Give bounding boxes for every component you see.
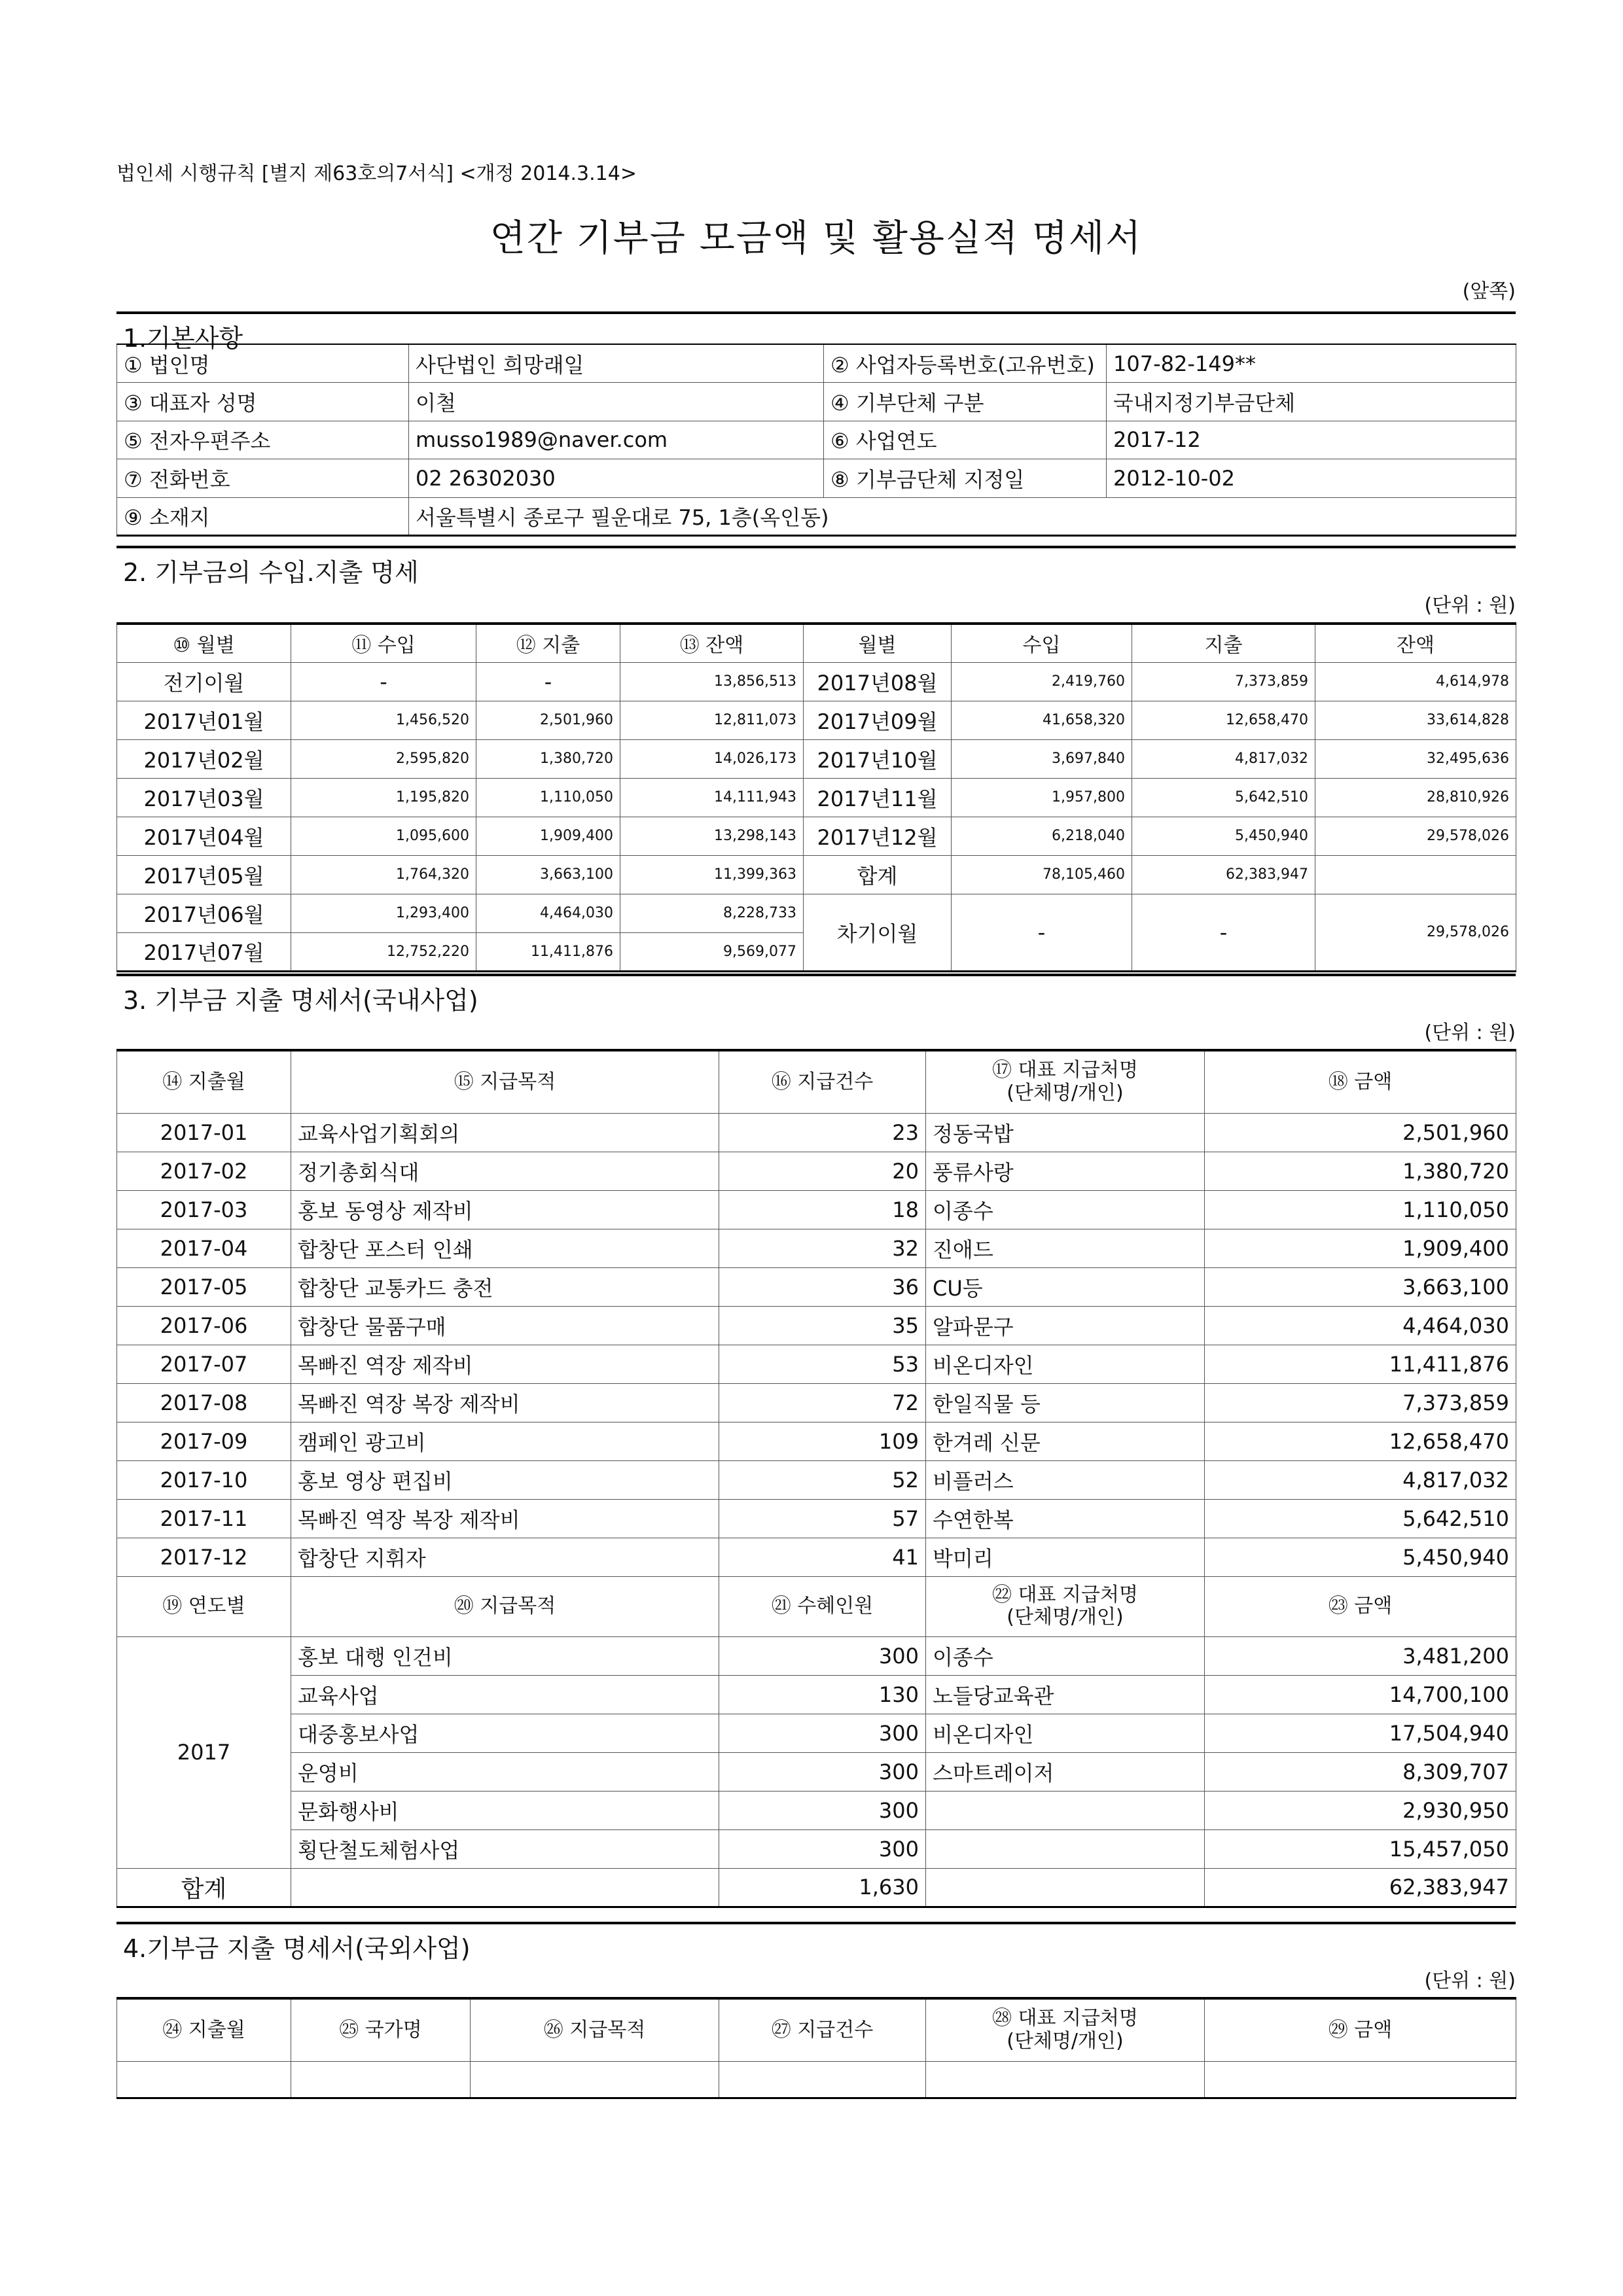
month-cell: 2017년03월 — [117, 778, 291, 817]
table-row — [117, 2061, 1516, 2098]
table-row — [117, 1306, 1516, 1345]
form-number: 법인세 시행규칙 [별지 제63호의7서식] <개정 2014.3.14> — [116, 162, 637, 185]
table-row — [117, 1422, 1516, 1460]
income-cell: 3,697,840 — [952, 739, 1132, 778]
column-header: ⑲ 연도별 — [117, 1576, 291, 1636]
payee-cell: 박미리 — [926, 1538, 1205, 1576]
total-count: 1,630 — [719, 1868, 926, 1907]
month-cell: 2017-10 — [117, 1460, 291, 1499]
table-row — [117, 1829, 1516, 1868]
basic-info-row — [117, 383, 1516, 421]
table-row — [117, 1345, 1516, 1383]
count-cell: 18 — [719, 1190, 926, 1229]
field-label: ⑤ 전자우편주소 — [117, 421, 409, 459]
expense-cell: 1,380,720 — [476, 739, 620, 778]
income-expense-table — [116, 622, 1516, 972]
payee-cell: 풍류사랑 — [926, 1152, 1205, 1190]
table-row — [117, 894, 1516, 932]
table-row — [117, 701, 1516, 739]
count-cell: 23 — [719, 1113, 926, 1152]
header-row — [117, 1998, 1516, 2061]
table-row — [117, 778, 1516, 817]
empty-cell — [1205, 2061, 1516, 2098]
total-amount: 62,383,947 — [1205, 1868, 1516, 1907]
field-label: ③ 대표자 성명 — [117, 383, 409, 421]
balance-cell: 14,026,173 — [620, 739, 804, 778]
empty-cell — [926, 1868, 1205, 1907]
expense-cell: 62,383,947 — [1132, 855, 1315, 894]
field-value: 사단법인 희망래일 — [409, 344, 824, 383]
purpose-cell: 목빠진 역장 복장 제작비 — [291, 1383, 719, 1422]
amount-cell: 1,380,720 — [1205, 1152, 1516, 1190]
amount-cell: 12,658,470 — [1205, 1422, 1516, 1460]
address-label: ⑨ 소재지 — [117, 497, 409, 536]
month-cell: 2017년05월 — [117, 855, 291, 894]
purpose-cell: 합창단 교통카드 충전 — [291, 1267, 719, 1306]
count-cell: 53 — [719, 1345, 926, 1383]
column-header: ⑩ 월별 — [117, 624, 291, 662]
count-cell: 300 — [719, 1636, 926, 1675]
income-cell: 2,419,760 — [952, 662, 1132, 701]
field-label: ⑥ 사업연도 — [824, 421, 1107, 459]
count-cell: 300 — [719, 1752, 926, 1791]
header-line: (단체명/개인) — [1007, 1081, 1124, 1104]
table-row — [117, 1636, 1516, 1675]
header-line: ⑰ 대표 지급처명 — [992, 1059, 1138, 1082]
balance-cell: 29,578,026 — [1315, 817, 1516, 855]
field-value: 107-82-149** — [1107, 344, 1516, 383]
amount-cell: 11,411,876 — [1205, 1345, 1516, 1383]
field-label: ④ 기부단체 구분 — [824, 383, 1107, 421]
amount-cell: 2,501,960 — [1205, 1113, 1516, 1152]
column-header: ㉖ 지급목적 — [471, 1998, 719, 2061]
balance-cell — [1315, 855, 1516, 894]
table-row — [117, 855, 1516, 894]
balance-cell: 32,495,636 — [1315, 739, 1516, 778]
column-header: ⑱ 금액 — [1205, 1050, 1516, 1113]
count-cell: 36 — [719, 1267, 926, 1306]
field-value: 2017-12 — [1107, 421, 1516, 459]
overseas-expense-table — [116, 1997, 1516, 2099]
count-cell: 300 — [719, 1714, 926, 1752]
header-line: (단체명/개인) — [1007, 2029, 1124, 2053]
section4-title: 4.기부금 지출 명세서(국외사업) — [116, 1922, 1516, 1964]
amount-cell: 17,504,940 — [1205, 1714, 1516, 1752]
income-cell: 78,105,460 — [952, 855, 1132, 894]
empty-cell — [926, 2061, 1205, 2098]
header-line: (단체명/개인) — [1007, 1606, 1124, 1629]
income-cell: 1,095,600 — [291, 817, 476, 855]
month-cell: 전기이월 — [117, 662, 291, 701]
payee-cell: 스마트레이저 — [926, 1752, 1205, 1791]
month-cell: 2017년08월 — [804, 662, 952, 701]
empty-cell — [291, 1868, 719, 1907]
amount-cell: 7,373,859 — [1205, 1383, 1516, 1422]
payee-cell: 이종수 — [926, 1190, 1205, 1229]
income-cell: 12,752,220 — [291, 932, 476, 971]
balance-cell: 4,614,978 — [1315, 662, 1516, 701]
payee-cell: 한일직물 등 — [926, 1383, 1205, 1422]
column-header: 수입 — [952, 624, 1132, 662]
expense-cell: 5,450,940 — [1132, 817, 1315, 855]
section1-title: 1.기본사항 — [116, 311, 1516, 354]
month-cell: 2017-04 — [117, 1229, 291, 1267]
expense-cell: 2,501,960 — [476, 701, 620, 739]
field-value: 이철 — [409, 383, 824, 421]
payee-cell: 비플러스 — [926, 1460, 1205, 1499]
expense-cell: 1,909,400 — [476, 817, 620, 855]
carry-month-cell: 차기이월 — [804, 894, 952, 971]
balance-cell: 9,569,077 — [620, 932, 804, 971]
amount-cell: 3,663,100 — [1205, 1267, 1516, 1306]
basic-info-row — [117, 459, 1516, 498]
amount-cell: 2,930,950 — [1205, 1791, 1516, 1829]
count-cell: 109 — [719, 1422, 926, 1460]
column-header: 지출 — [1132, 624, 1315, 662]
payee-cell: 노들당교육관 — [926, 1675, 1205, 1714]
purpose-cell: 목빠진 역장 복장 제작비 — [291, 1499, 719, 1538]
column-header — [926, 1998, 1205, 2061]
field-label: ② 사업자등록번호(고유번호) — [824, 344, 1107, 383]
payee-cell — [926, 1829, 1205, 1868]
carry-expense-cell: - — [1132, 894, 1315, 971]
field-label: ⑧ 기부금단체 지정일 — [824, 459, 1107, 498]
empty-cell — [291, 2061, 471, 2098]
field-value: 국내지정기부금단체 — [1107, 383, 1516, 421]
purpose-cell: 운영비 — [291, 1752, 719, 1791]
month-cell: 2017-03 — [117, 1190, 291, 1229]
payee-cell: 이종수 — [926, 1636, 1205, 1675]
column-header: ㉑ 수혜인원 — [719, 1576, 926, 1636]
table-row — [117, 1267, 1516, 1306]
month-cell: 2017년07월 — [117, 932, 291, 971]
month-cell: 2017년09월 — [804, 701, 952, 739]
count-cell: 300 — [719, 1829, 926, 1868]
table-row — [117, 1229, 1516, 1267]
income-cell: 6,218,040 — [952, 817, 1132, 855]
table-row — [117, 1152, 1516, 1190]
month-cell: 2017년11월 — [804, 778, 952, 817]
section2-title: 2. 기부금의 수입.지출 명세 — [116, 546, 1516, 588]
balance-cell: 33,614,828 — [1315, 701, 1516, 739]
section4-unit: (단위 : 원) — [1424, 1969, 1516, 1992]
purpose-cell: 캠페인 광고비 — [291, 1422, 719, 1460]
table-row — [117, 1675, 1516, 1714]
balance-cell: 8,228,733 — [620, 894, 804, 932]
count-cell: 32 — [719, 1229, 926, 1267]
payee-cell: CU등 — [926, 1267, 1205, 1306]
table-row — [117, 1190, 1516, 1229]
amount-cell: 8,309,707 — [1205, 1752, 1516, 1791]
balance-cell: 28,810,926 — [1315, 778, 1516, 817]
table-row — [117, 1383, 1516, 1422]
purpose-cell: 합창단 물품구매 — [291, 1306, 719, 1345]
purpose-cell: 횡단철도체험사업 — [291, 1829, 719, 1868]
count-cell: 130 — [719, 1675, 926, 1714]
section3-title: 3. 기부금 지출 명세서(국내사업) — [116, 974, 1516, 1016]
expense-cell: - — [476, 662, 620, 701]
expense-cell: 7,373,859 — [1132, 662, 1315, 701]
column-header — [926, 1576, 1205, 1636]
balance-cell: 13,856,513 — [620, 662, 804, 701]
table-row — [117, 1499, 1516, 1538]
column-header: ㉕ 국가명 — [291, 1998, 471, 2061]
purpose-cell: 홍보 영상 편집비 — [291, 1460, 719, 1499]
column-header: ㉔ 지출월 — [117, 1998, 291, 2061]
table-row — [117, 1460, 1516, 1499]
purpose-cell: 합창단 포스터 인쇄 — [291, 1229, 719, 1267]
count-cell: 57 — [719, 1499, 926, 1538]
field-value: musso1989@naver.com — [409, 421, 824, 459]
month-cell: 2017-07 — [117, 1345, 291, 1383]
purpose-cell: 합창단 지휘자 — [291, 1538, 719, 1576]
table-row — [117, 1791, 1516, 1829]
month-cell: 2017년06월 — [117, 894, 291, 932]
domestic-expense-table — [116, 1049, 1516, 1908]
carry-income-cell: - — [952, 894, 1132, 971]
payee-cell: 수연한복 — [926, 1499, 1205, 1538]
basic-info-row — [117, 344, 1516, 383]
income-cell: 1,293,400 — [291, 894, 476, 932]
column-header: ⑮ 지급목적 — [291, 1050, 719, 1113]
amount-cell: 5,450,940 — [1205, 1538, 1516, 1576]
month-cell: 2017-12 — [117, 1538, 291, 1576]
balance-cell: 13,298,143 — [620, 817, 804, 855]
basic-info-table — [116, 344, 1516, 537]
purpose-cell: 대중홍보사업 — [291, 1714, 719, 1752]
empty-cell — [471, 2061, 719, 2098]
expense-cell: 1,110,050 — [476, 778, 620, 817]
month-cell: 2017년02월 — [117, 739, 291, 778]
table-row — [117, 1752, 1516, 1791]
field-value: 2012-10-02 — [1107, 459, 1516, 498]
column-header: ㉓ 금액 — [1205, 1576, 1516, 1636]
income-cell: 2,595,820 — [291, 739, 476, 778]
address-value: 서울특별시 종로구 필운대로 75, 1층(옥인동) — [409, 497, 1516, 536]
count-cell: 20 — [719, 1152, 926, 1190]
expense-cell: 12,658,470 — [1132, 701, 1315, 739]
column-header: 잔액 — [1315, 624, 1516, 662]
amount-cell: 3,481,200 — [1205, 1636, 1516, 1675]
purpose-cell: 홍보 동영상 제작비 — [291, 1190, 719, 1229]
table-row — [117, 1714, 1516, 1752]
field-label: ① 법인명 — [117, 344, 409, 383]
month-cell: 2017년04월 — [117, 817, 291, 855]
table-row — [117, 817, 1516, 855]
amount-cell: 1,110,050 — [1205, 1190, 1516, 1229]
amount-cell: 4,817,032 — [1205, 1460, 1516, 1499]
column-header: ㉗ 지급건수 — [719, 1998, 926, 2061]
header-row — [117, 1050, 1516, 1113]
income-cell: 1,957,800 — [952, 778, 1132, 817]
payee-cell: 정동국밥 — [926, 1113, 1205, 1152]
basic-info-row — [117, 421, 1516, 459]
income-cell: 1,195,820 — [291, 778, 476, 817]
expense-cell: 11,411,876 — [476, 932, 620, 971]
count-cell: 52 — [719, 1460, 926, 1499]
expense-cell: 4,464,030 — [476, 894, 620, 932]
income-cell: - — [291, 662, 476, 701]
count-cell: 72 — [719, 1383, 926, 1422]
header-line: ㉘ 대표 지급처명 — [992, 2007, 1138, 2030]
count-cell: 41 — [719, 1538, 926, 1576]
purpose-cell: 교육사업 — [291, 1675, 719, 1714]
income-cell: 1,456,520 — [291, 701, 476, 739]
purpose-cell: 목빠진 역장 제작비 — [291, 1345, 719, 1383]
column-header — [926, 1050, 1205, 1113]
month-cell: 2017-09 — [117, 1422, 291, 1460]
month-cell: 2017년01월 — [117, 701, 291, 739]
carry-balance-cell: 29,578,026 — [1315, 894, 1516, 971]
expense-cell: 5,642,510 — [1132, 778, 1315, 817]
column-header: ⑯ 지급건수 — [719, 1050, 926, 1113]
payee-cell: 한겨레 신문 — [926, 1422, 1205, 1460]
total-label: 합계 — [117, 1868, 291, 1907]
count-cell: 35 — [719, 1306, 926, 1345]
month-cell: 2017-06 — [117, 1306, 291, 1345]
table-row — [117, 1113, 1516, 1152]
page-side-label: (앞쪽) — [1462, 280, 1516, 303]
total-row — [117, 1868, 1516, 1907]
purpose-cell: 교육사업기획회의 — [291, 1113, 719, 1152]
month-cell: 2017-11 — [117, 1499, 291, 1538]
balance-cell: 11,399,363 — [620, 855, 804, 894]
purpose-cell: 홍보 대행 인건비 — [291, 1636, 719, 1675]
basic-info-row — [117, 497, 1516, 536]
month-cell: 2017-05 — [117, 1267, 291, 1306]
empty-cell — [117, 2061, 291, 2098]
header-line: ㉒ 대표 지급처명 — [992, 1583, 1138, 1606]
month-cell: 2017-01 — [117, 1113, 291, 1152]
column-header: ⑫ 지출 — [476, 624, 620, 662]
expense-cell: 3,663,100 — [476, 855, 620, 894]
empty-cell — [719, 2061, 926, 2098]
column-header: ⑪ 수입 — [291, 624, 476, 662]
section3-unit: (단위 : 원) — [1424, 1021, 1516, 1044]
table-row — [117, 662, 1516, 701]
balance-cell: 14,111,943 — [620, 778, 804, 817]
amount-cell: 1,909,400 — [1205, 1229, 1516, 1267]
income-cell: 41,658,320 — [952, 701, 1132, 739]
balance-cell: 12,811,073 — [620, 701, 804, 739]
field-label: ⑦ 전화번호 — [117, 459, 409, 498]
document-title: 연간 기부금 모금액 및 활용실적 명세서 — [490, 217, 1143, 260]
payee-cell: 비온디자인 — [926, 1714, 1205, 1752]
payee-cell — [926, 1791, 1205, 1829]
amount-cell: 5,642,510 — [1205, 1499, 1516, 1538]
column-header: ⑳ 지급목적 — [291, 1576, 719, 1636]
field-value: 02 26302030 — [409, 459, 824, 498]
payee-cell: 비온디자인 — [926, 1345, 1205, 1383]
amount-cell: 15,457,050 — [1205, 1829, 1516, 1868]
expense-cell: 4,817,032 — [1132, 739, 1315, 778]
month-cell: 2017년12월 — [804, 817, 952, 855]
column-header: 월별 — [804, 624, 952, 662]
purpose-cell: 문화행사비 — [291, 1791, 719, 1829]
payee-cell: 알파문구 — [926, 1306, 1205, 1345]
income-cell: 1,764,320 — [291, 855, 476, 894]
amount-cell: 14,700,100 — [1205, 1675, 1516, 1714]
purpose-cell: 정기총회식대 — [291, 1152, 719, 1190]
month-cell: 합계 — [804, 855, 952, 894]
table-row — [117, 739, 1516, 778]
month-cell: 2017-02 — [117, 1152, 291, 1190]
table-row — [117, 1538, 1516, 1576]
header-row — [117, 1576, 1516, 1636]
column-header: ㉙ 금액 — [1205, 1998, 1516, 2061]
month-cell: 2017-08 — [117, 1383, 291, 1422]
count-cell: 300 — [719, 1791, 926, 1829]
column-header: ⑭ 지출월 — [117, 1050, 291, 1113]
year-cell: 2017 — [117, 1636, 291, 1868]
section2-unit: (단위 : 원) — [1424, 594, 1516, 617]
payee-cell: 진애드 — [926, 1229, 1205, 1267]
month-cell: 2017년10월 — [804, 739, 952, 778]
amount-cell: 4,464,030 — [1205, 1306, 1516, 1345]
column-header: ⑬ 잔액 — [620, 624, 804, 662]
